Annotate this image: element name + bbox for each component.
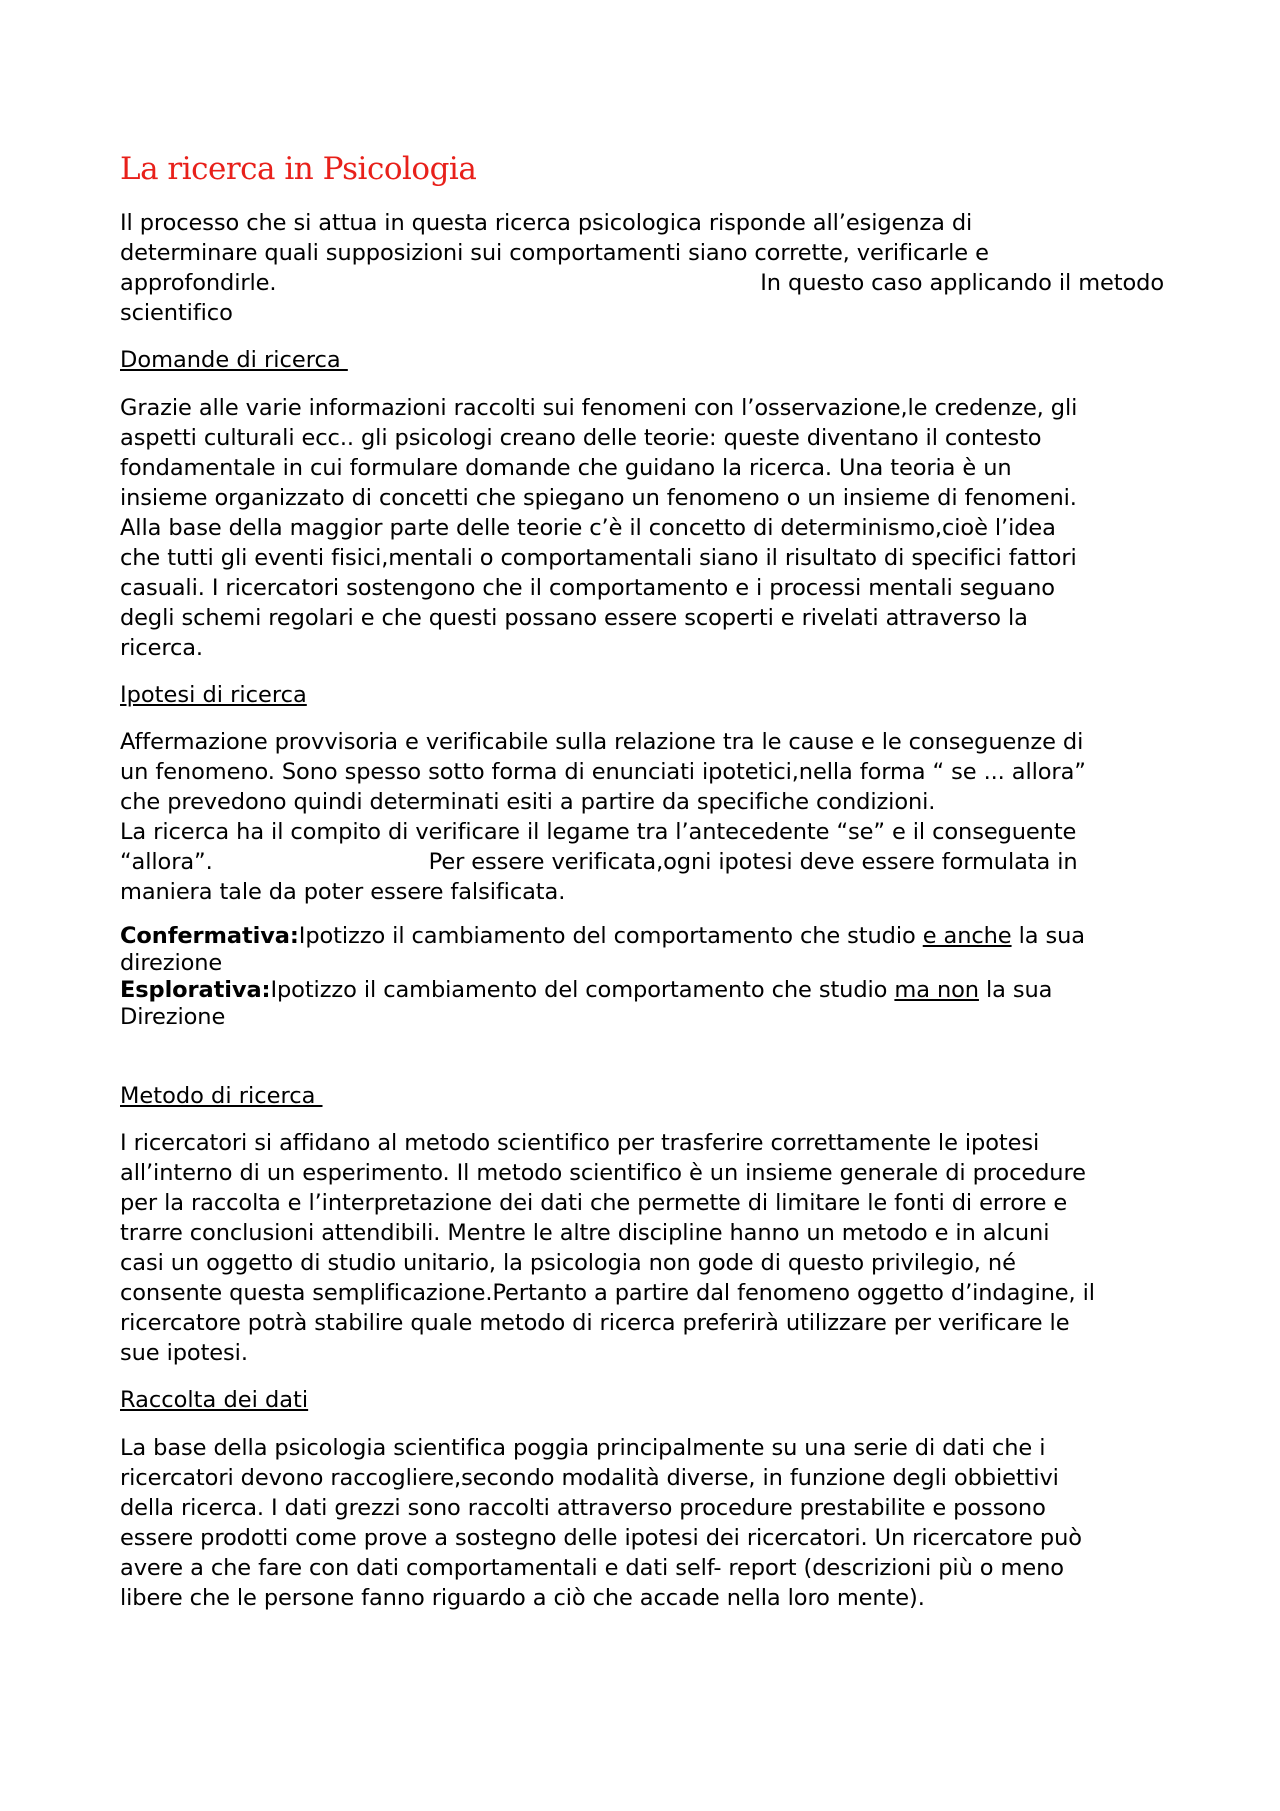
- paragraph-line: aspetti culturali ecc.. gli psicologi creano delle teorie: queste diventano il contesto: [120, 425, 1042, 451]
- line-segment: la sua: [978, 977, 1053, 1003]
- paragraph-line: degli schemi regolari e che questi possano essere scoperti e rivelati attraverso la: [120, 605, 1028, 631]
- paragraph-line: libere che le persone fanno riguardo a ciò che accade nella loro mente).: [120, 1585, 925, 1611]
- paragraph-line: Grazie alle varie informazioni raccolti sui fenomeni con l’osservazione,le credenze, gli: [120, 395, 1078, 421]
- paragraph-line: un fenomeno. Sono spesso sotto forma di enunciati ipotetici,nella forma “ se ... allora”: [120, 759, 1086, 785]
- emphasis-underline: ma non: [894, 977, 979, 1003]
- paragraph-line: sue ipotesi.: [120, 1340, 248, 1366]
- paragraph-line: Direzione: [120, 1004, 226, 1030]
- line-segment: In questo caso applicando il metodo: [760, 270, 1164, 296]
- paragraph-line: all’interno di un esperimento. Il metodo scientifico è un insieme generale di procedure: [120, 1160, 1086, 1186]
- paragraph-line: determinare quali supposizioni sui comportamenti siano corrette, verificarle e: [120, 240, 989, 266]
- esplorativa-line: [120, 977, 1180, 1004]
- section-heading-metodo: Metodo di ricerca: [120, 1083, 323, 1109]
- paragraph-line: La base della psicologia scientifica poggia principalmente su una serie di dati che i: [120, 1435, 1046, 1461]
- paragraph-line: della ricerca. I dati grezzi sono raccolti attraverso procedure prestabilite e possono: [120, 1495, 1046, 1521]
- paragraph-line: che tutti gli eventi fisici,mentali o comportamentali siano il risultato di specifici fattori: [120, 545, 1077, 571]
- metodo-paragraph: [120, 1128, 1180, 1368]
- paragraph-line: ricerca.: [120, 635, 203, 661]
- paragraph-line: per la raccolta e l’interpretazione dei dati che permette di limitare le fonti di errore e: [120, 1190, 1068, 1216]
- line-segment: Ipotizzo il cambiamento del comportamento che studio: [298, 923, 923, 949]
- page-title: La ricerca in Psicologia: [120, 151, 477, 187]
- intro-paragraph: [120, 208, 1180, 328]
- section-heading-domande: Domande di ricerca: [120, 347, 348, 373]
- emphasis-underline: e anche: [922, 923, 1012, 949]
- raccolta-paragraph: [120, 1433, 1180, 1613]
- confermativa-label: Confermativa:: [120, 923, 299, 949]
- ipotesi-paragraph: [120, 727, 1180, 907]
- paragraph-line: trarre conclusioni attendibili. Mentre le altre discipline hanno un metodo e in alcuni: [120, 1220, 1050, 1246]
- paragraph-line: casi un oggetto di studio unitario, la psicologia non gode di questo privilegio, né: [120, 1250, 1016, 1276]
- line-segment: approfondirle.: [120, 270, 277, 296]
- paragraph-line: casuali. I ricercatori sostengono che il comportamento e i processi mentali seguano: [120, 575, 1055, 601]
- line-segment: “allora”.: [120, 849, 213, 875]
- paragraph-line: [120, 268, 1164, 298]
- paragraph-line: Affermazione provvisoria e verificabile sulla relazione tra le cause e le conseguenze di: [120, 729, 1084, 755]
- confermativa-line: [120, 923, 1180, 950]
- paragraph-line: I ricercatori si affidano al metodo scientifico per trasferire correttamente le ipotesi: [120, 1130, 1040, 1156]
- domande-paragraph: [120, 393, 1180, 663]
- line-segment: la sua: [1011, 923, 1085, 949]
- paragraph-line: ricercatore potrà stabilire quale metodo di ricerca preferirà utilizzare per verificare le: [120, 1310, 1070, 1336]
- paragraph-line: avere a che fare con dati comportamentali e dati self- report (descrizioni più o meno: [120, 1555, 1064, 1581]
- line-segment: Ipotizzo il cambiamento del comportamento che studio: [270, 977, 895, 1003]
- paragraph-line: maniera tale da poter essere falsificata.: [120, 879, 566, 905]
- paragraph-line: La ricerca ha il compito di verificare il legame tra l’antecedente “se” e il conseguente: [120, 819, 1077, 845]
- section-heading-ipotesi: Ipotesi di ricerca: [120, 682, 307, 708]
- paragraph-line: Il processo che si attua in questa ricerca psicologica risponde all’esigenza di: [120, 210, 973, 236]
- paragraph-line: consente questa semplificazione.Pertanto a partire dal fenomeno oggetto d’indagine, il: [120, 1280, 1095, 1306]
- paragraph-line: essere prodotti come prove a sostegno delle ipotesi dei ricercatori. Un ricercatore può: [120, 1525, 1082, 1551]
- paragraph-line: direzione: [120, 950, 223, 976]
- esplorativa-label: Esplorativa:: [120, 977, 271, 1003]
- paragraph-line: scientifico: [120, 300, 233, 326]
- paragraph-line: che prevedono quindi determinati esiti a partire da specifiche condizioni.: [120, 789, 936, 815]
- hypothesis-types: [120, 923, 1180, 1031]
- paragraph-line: fondamentale in cui formulare domande che guidano la ricerca. Una teoria è un: [120, 455, 1012, 481]
- section-heading-raccolta: Raccolta dei dati: [120, 1387, 309, 1413]
- paragraph-line: Alla base della maggior parte delle teorie c’è il concetto di determinismo,cioè l’idea: [120, 515, 1056, 541]
- paragraph-line: ricercatori devono raccogliere,secondo modalità diverse, in funzione degli obbiettivi: [120, 1465, 1059, 1491]
- paragraph-line: insieme organizzato di concetti che spiegano un fenomeno o un insieme di fenomeni.: [120, 485, 1077, 511]
- paragraph-line: [120, 847, 1180, 877]
- line-segment: Per essere verificata,ogni ipotesi deve essere formulata in: [428, 849, 1078, 875]
